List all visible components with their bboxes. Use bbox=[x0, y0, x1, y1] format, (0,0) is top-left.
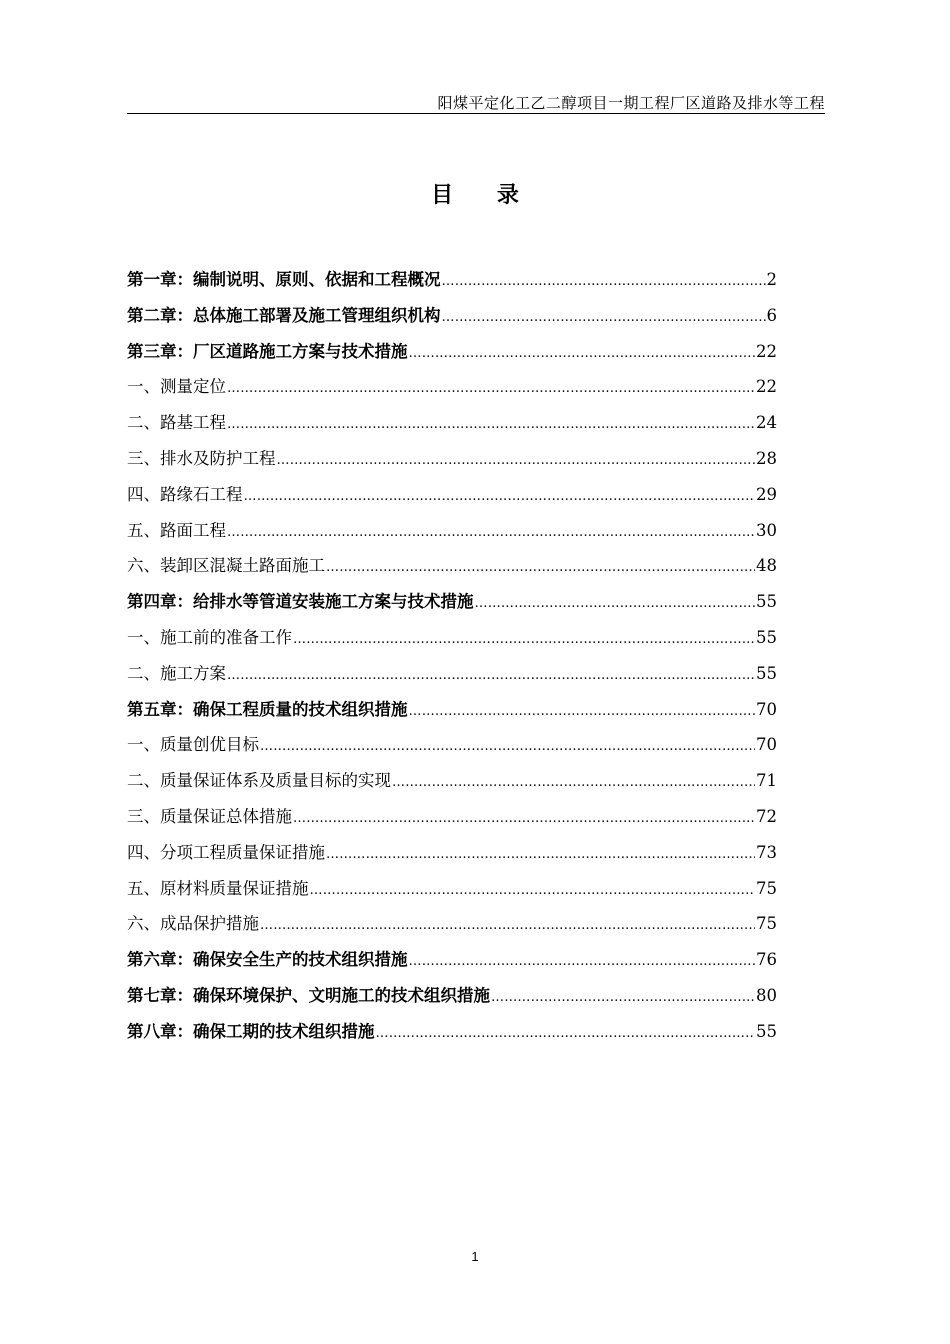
toc-entry-page-number: 55 bbox=[756, 663, 777, 683]
toc-entry-page-number: 28 bbox=[756, 448, 777, 468]
toc-entry-label: 六、装卸区混凝土路面施工 bbox=[127, 556, 325, 576]
toc-entry-label: 第二章：总体施工部署及施工管理组织机构 bbox=[127, 305, 441, 325]
toc-dot-leader bbox=[293, 622, 755, 658]
toc-dot-leader bbox=[227, 407, 755, 443]
toc-entry-page-number: 75 bbox=[756, 914, 777, 934]
toc-dot-leader bbox=[392, 765, 755, 801]
toc-dot-leader bbox=[293, 801, 755, 837]
toc-entry-label: 一、质量创优目标 bbox=[127, 735, 259, 755]
toc-section-entry[interactable] bbox=[127, 441, 777, 477]
running-header: 阳煤平定化工乙二醇项目一期工程厂区道路及排水等工程 bbox=[437, 94, 825, 112]
toc-section-entry[interactable] bbox=[127, 727, 777, 763]
toc-entry-label: 第八章：确保工期的技术组织措施 bbox=[127, 1021, 375, 1041]
header-divider bbox=[127, 113, 825, 114]
toc-entry-page-number: 29 bbox=[756, 484, 777, 504]
toc-entry-page-number: 2 bbox=[766, 270, 777, 289]
toc-entry-page-number: 71 bbox=[756, 771, 777, 791]
toc-entry-page-number: 55 bbox=[756, 1021, 777, 1041]
toc-entry-page-number: 55 bbox=[756, 592, 777, 612]
toc-chapter-entry[interactable] bbox=[127, 584, 777, 620]
toc-chapter-entry[interactable] bbox=[127, 1014, 777, 1050]
toc-dot-leader bbox=[442, 300, 766, 336]
toc-entry-label: 二、路基工程 bbox=[127, 413, 226, 433]
toc-entry-label: 一、施工前的准备工作 bbox=[127, 627, 292, 647]
toc-dot-leader bbox=[442, 264, 766, 300]
toc-dot-leader bbox=[227, 658, 755, 694]
toc-section-entry[interactable] bbox=[127, 620, 777, 656]
toc-entry-label: 第六章：确保安全生产的技术组织措施 bbox=[127, 950, 408, 970]
page-title: 目 录 bbox=[431, 182, 537, 208]
toc-entry-page-number: 55 bbox=[756, 627, 777, 647]
toc-section-entry[interactable] bbox=[127, 871, 777, 907]
toc-entry-label: 一、测量定位 bbox=[127, 377, 226, 397]
toc-dot-leader bbox=[260, 908, 755, 944]
toc-dot-leader bbox=[244, 479, 756, 515]
toc-chapter-entry[interactable] bbox=[127, 262, 777, 298]
toc-entry-page-number: 22 bbox=[756, 377, 777, 397]
toc-section-entry[interactable] bbox=[127, 405, 777, 441]
toc-entry-label: 第五章：确保工程质量的技术组织措施 bbox=[127, 699, 408, 719]
toc-dot-leader bbox=[227, 371, 755, 407]
toc-dot-leader bbox=[310, 873, 756, 909]
toc-entry-label: 四、路缘石工程 bbox=[127, 484, 243, 504]
toc-entry-label: 第三章：厂区道路施工方案与技术措施 bbox=[127, 341, 408, 361]
toc-entry-page-number: 70 bbox=[756, 735, 777, 755]
toc-entry-label: 第一章：编制说明、原则、依据和工程概况 bbox=[127, 270, 441, 289]
toc-chapter-entry[interactable] bbox=[127, 298, 777, 334]
toc-entry-page-number: 80 bbox=[756, 985, 777, 1005]
toc-section-entry[interactable] bbox=[127, 835, 777, 871]
toc-dot-leader bbox=[326, 550, 755, 586]
toc-dot-leader bbox=[475, 586, 756, 622]
toc-entry-page-number: 24 bbox=[756, 413, 777, 433]
toc-section-entry[interactable] bbox=[127, 477, 777, 513]
toc-entry-page-number: 70 bbox=[756, 699, 777, 719]
toc-dot-leader bbox=[491, 980, 755, 1016]
toc-dot-leader bbox=[376, 1016, 756, 1052]
toc-entry-page-number: 48 bbox=[756, 556, 777, 576]
toc-chapter-entry[interactable] bbox=[127, 334, 777, 370]
toc-section-entry[interactable] bbox=[127, 656, 777, 692]
toc-entry-label: 四、分项工程质量保证措施 bbox=[127, 842, 325, 862]
toc-entry-page-number: 76 bbox=[756, 950, 777, 970]
toc-entry-label: 第四章：给排水等管道安装施工方案与技术措施 bbox=[127, 592, 474, 612]
toc-chapter-entry[interactable] bbox=[127, 978, 777, 1014]
toc-section-entry[interactable] bbox=[127, 799, 777, 835]
toc-section-entry[interactable] bbox=[127, 763, 777, 799]
toc-entry-label: 二、施工方案 bbox=[127, 663, 226, 683]
toc-section-entry[interactable] bbox=[127, 369, 777, 405]
toc-section-entry[interactable] bbox=[127, 548, 777, 584]
toc-chapter-entry[interactable] bbox=[127, 942, 777, 978]
toc-entry-page-number: 30 bbox=[756, 520, 777, 540]
toc-entry-label: 五、路面工程 bbox=[127, 520, 226, 540]
toc-dot-leader bbox=[277, 443, 756, 479]
toc-dot-leader bbox=[260, 729, 755, 765]
toc-dot-leader bbox=[409, 944, 756, 980]
toc-entry-page-number: 72 bbox=[756, 806, 777, 826]
toc-entry-page-number: 6 bbox=[766, 305, 777, 325]
page-number: 1 bbox=[471, 1249, 479, 1264]
toc-entry-label: 三、质量保证总体措施 bbox=[127, 806, 292, 826]
table-of-contents bbox=[127, 262, 777, 1050]
toc-section-entry[interactable] bbox=[127, 513, 777, 549]
toc-entry-label: 二、质量保证体系及质量目标的实现 bbox=[127, 771, 391, 791]
toc-entry-label: 第七章：确保环境保护、文明施工的技术组织措施 bbox=[127, 985, 490, 1005]
toc-dot-leader bbox=[409, 336, 756, 372]
toc-entry-label: 五、原材料质量保证措施 bbox=[127, 878, 309, 898]
toc-entry-page-number: 75 bbox=[756, 878, 777, 898]
toc-dot-leader bbox=[409, 694, 756, 730]
toc-entry-label: 三、排水及防护工程 bbox=[127, 448, 276, 468]
toc-chapter-entry[interactable] bbox=[127, 692, 777, 728]
toc-entry-page-number: 73 bbox=[756, 842, 777, 862]
toc-entry-page-number: 22 bbox=[756, 341, 777, 361]
toc-section-entry[interactable] bbox=[127, 906, 777, 942]
toc-dot-leader bbox=[326, 837, 755, 873]
toc-entry-label: 六、成品保护措施 bbox=[127, 914, 259, 934]
toc-dot-leader bbox=[227, 515, 755, 551]
